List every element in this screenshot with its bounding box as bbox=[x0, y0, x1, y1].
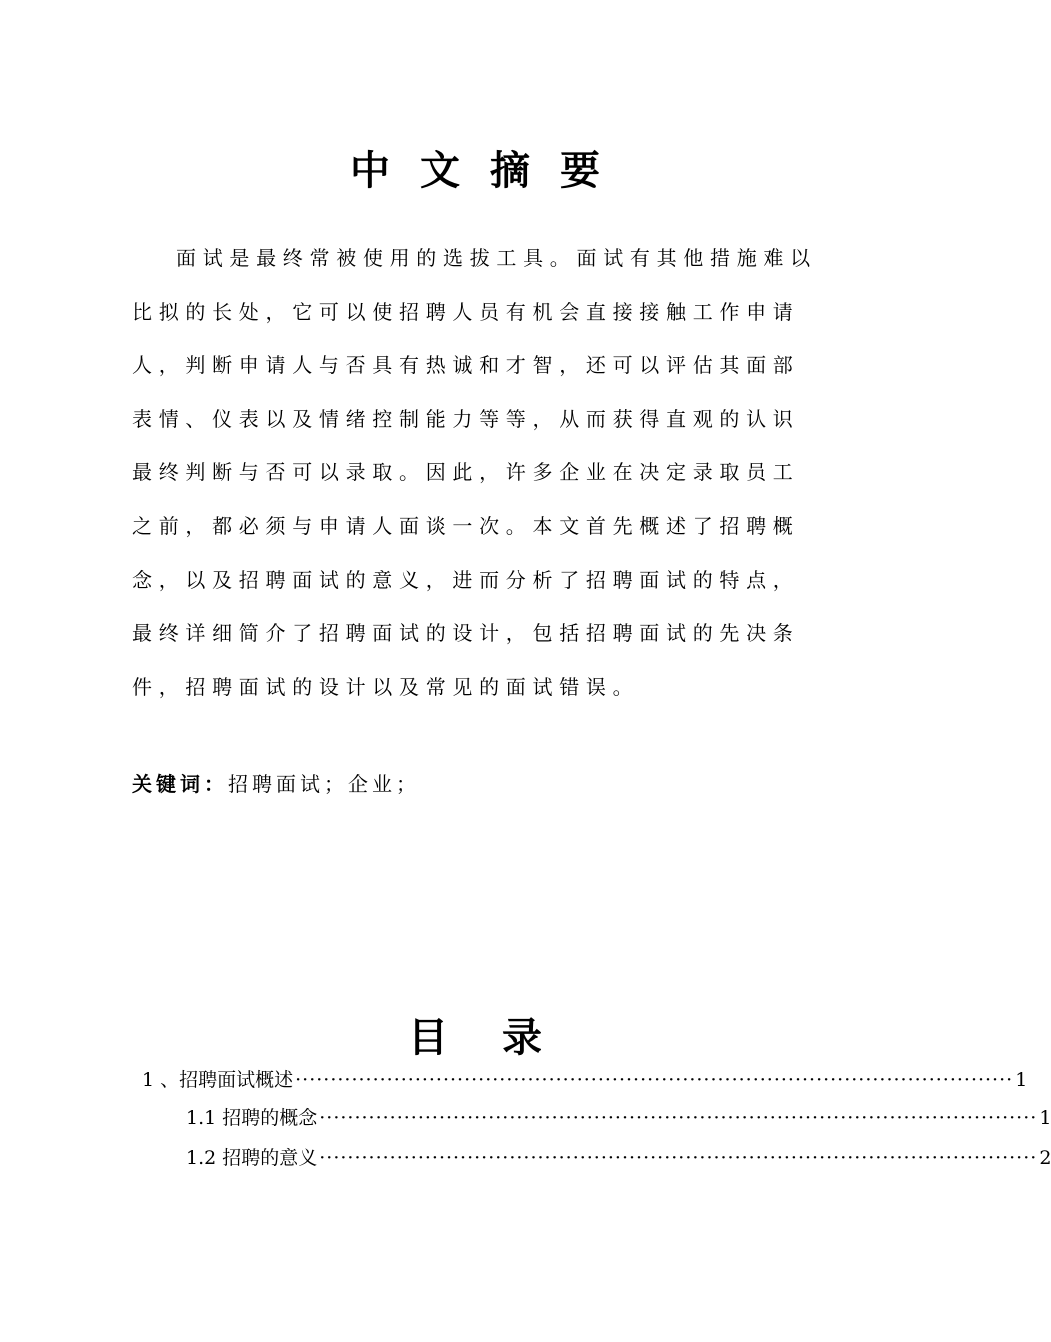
abstract-line: 人，判断申请人与否具有热诚和才智，还可以评估其面部 bbox=[132, 353, 800, 378]
toc-entry-page: 2 bbox=[1039, 1147, 1051, 1169]
toc-title-part: 目 bbox=[408, 1014, 448, 1061]
toc-entry-page: 1 bbox=[1039, 1107, 1051, 1129]
abstract-line: 面试是最终常被使用的选拔工具。面试有其他措施难以 bbox=[176, 246, 817, 270]
abstract-title: 中文摘要 bbox=[350, 147, 630, 194]
abstract-line: 最终判断与否可以录取。因此，许多企业在决定录取员工 bbox=[132, 460, 800, 485]
toc-entry[interactable] bbox=[186, 1100, 1051, 1136]
toc-entry-page: 1 bbox=[1015, 1069, 1028, 1091]
toc-entry-leader: ······································································································ bbox=[319, 1107, 1038, 1129]
toc-title bbox=[0, 1010, 950, 1066]
abstract-line: 之前，都必须与申请人面谈一次。本文首先概述了招聘概 bbox=[132, 513, 800, 538]
abstract-line: 比拟的长处，它可以使招聘人员有机会直接接触工作申请 bbox=[132, 299, 800, 324]
keywords-value: 招聘面试；企业； bbox=[228, 772, 420, 796]
abstract-line: 念，以及招聘面试的意义，进而分析了招聘面试的特点， bbox=[132, 567, 800, 592]
toc-entry-leader: ······································································································ bbox=[319, 1147, 1038, 1169]
toc-entry-text: 1.1 招聘的概念 bbox=[186, 1107, 318, 1129]
abstract-line: 件，招聘面试的设计以及常见的面试错误。 bbox=[132, 674, 640, 699]
toc-entry-text: 1 、招聘面试概述 bbox=[142, 1069, 294, 1091]
toc-entry[interactable] bbox=[142, 1062, 1028, 1098]
keywords-label: 关键词： bbox=[132, 772, 228, 796]
toc-entry-text: 1.2 招聘的意义 bbox=[186, 1147, 318, 1169]
toc-title-part: 录 bbox=[502, 1014, 542, 1061]
toc-entry-leader: ······································································································ bbox=[295, 1069, 1014, 1091]
abstract-line: 表情、仪表以及情绪控制能力等等，从而获得直观的认识 bbox=[132, 406, 800, 431]
keywords bbox=[132, 766, 420, 802]
toc-entry[interactable] bbox=[186, 1140, 1051, 1176]
abstract-body bbox=[132, 232, 822, 714]
abstract-line: 最终详细简介了招聘面试的设计，包括招聘面试的先决条 bbox=[132, 621, 800, 646]
